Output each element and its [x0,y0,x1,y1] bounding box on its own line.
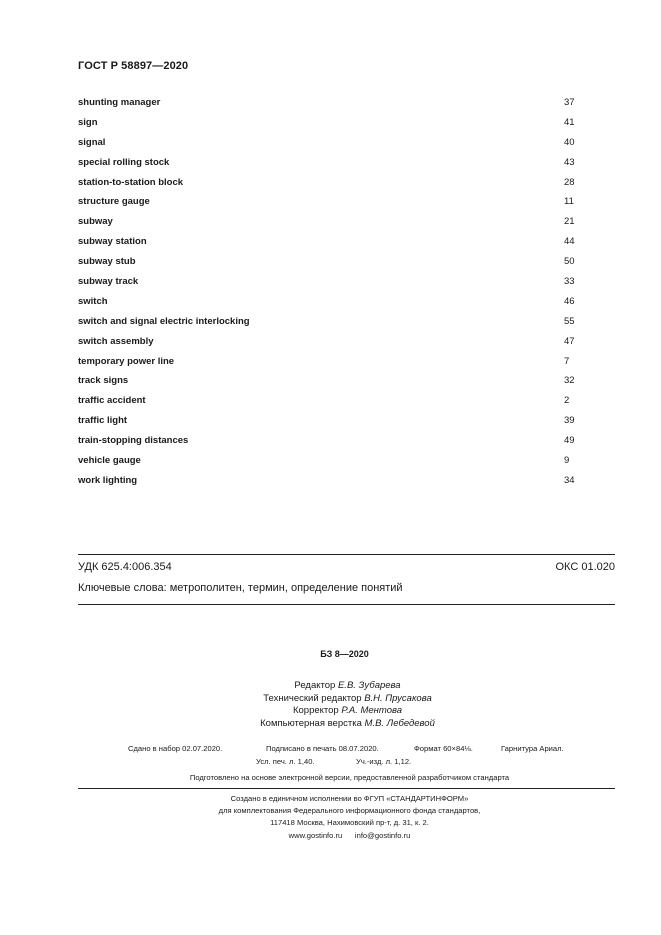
index-page-number: 46 [564,295,575,307]
edition-number: БЗ 8—2020 [320,649,369,659]
index-row [78,177,578,197]
divider-imprint [78,788,615,789]
index-term: switch and signal electric interlocking [78,315,250,327]
index-term: subway track [78,276,139,288]
term-index-list [78,97,578,495]
credit-name: Р.А. Ментова [341,705,403,717]
index-row [78,415,578,435]
index-term: shunting manager [78,97,161,108]
index-row [78,336,578,356]
index-page-number: 49 [564,435,575,447]
index-row [78,236,578,256]
credit-role: Корректор [292,705,342,717]
set-date: Сдано в набор 02.07.2020. [128,744,223,753]
index-term: switch [78,295,108,307]
credit-line [34,693,661,706]
index-page-number: 33 [564,276,575,288]
credit-role: Компьютерная верстка [260,717,365,729]
index-row [78,137,578,157]
index-row [78,395,578,415]
prepared-note: Подготовлено на основе электронной версии, предоставленной разработчиком стандарта [189,773,510,782]
index-term: subway [78,216,113,228]
credit-role: Технический редактор [263,692,365,704]
index-term: train-stopping distances [78,435,189,447]
index-page-number: 39 [564,415,575,427]
index-row [78,455,578,475]
index-page-number: 21 [564,216,575,228]
publisher-line: для комплектования Федерального информационного фонда стандартов, [218,806,481,816]
divider-bottom [78,604,615,605]
index-row [78,375,578,395]
index-row [78,475,578,495]
index-row [78,435,578,455]
index-term: subway stub [78,256,136,268]
publisher-contacts: www.gostinfo.ru info@gostinfo.ru [288,830,411,840]
keywords-line: Ключевые слова: метрополитен, термин, определение понятий [78,582,403,594]
index-row [78,117,578,137]
signed-date: Подписано в печать 08.07.2020. [266,744,379,753]
publisher-line: Создано в единичном исполнении во ФГУП «СТАНДАРТИНФОРМ» [230,794,469,803]
index-page-number: 32 [564,375,575,387]
credit-line [34,705,661,718]
index-term: special rolling stock [78,156,170,168]
index-page-number: 47 [564,335,575,347]
index-page-number: 9 [564,455,570,467]
index-row [78,157,578,177]
index-term: signal [78,136,106,148]
typeface: Гарнитура Ариал. [501,744,564,753]
imprint-line [128,744,564,753]
index-term: switch assembly [78,335,154,347]
index-term: track signs [78,375,129,387]
index-term: vehicle gauge [78,455,141,467]
print-sheets: Усл. печ. л. 1,40. [256,757,315,766]
index-term: work lighting [78,474,138,486]
index-row [78,276,578,296]
index-page-number: 41 [564,116,575,128]
index-term: temporary power line [78,355,175,367]
oks-code: ОКС 01.020 [555,561,615,573]
index-page-number: 34 [564,474,575,486]
index-term: structure gauge [78,196,150,208]
credit-name: М.В. Лебедевой [364,717,435,729]
index-page-number: 7 [564,355,570,367]
imprint-line [256,757,411,766]
divider-top [78,554,615,555]
index-row [78,316,578,336]
publisher-line: 117418 Москва, Нахимовский пр-т, д. 31, к. 2. [270,818,429,828]
publishing-sheets: Уч.-изд. л. 1,12. [356,757,412,766]
index-page-number: 28 [564,176,575,188]
credit-line [34,680,661,693]
index-term: station-to-station block [78,176,184,188]
index-row [78,256,578,276]
index-page-number: 11 [564,196,574,208]
document-header-title: ГОСТ Р 58897—2020 [78,60,189,72]
credit-role: Редактор [294,680,338,691]
index-term: subway station [78,236,147,248]
index-term: sign [78,116,98,128]
index-page-number: 44 [564,236,575,248]
credit-name: В.Н. Прусакова [364,692,432,704]
index-row [78,216,578,236]
index-page-number: 55 [564,315,575,327]
index-term: traffic light [78,415,128,427]
index-row [78,196,578,216]
credits-block [0,680,661,730]
index-row [78,296,578,316]
index-page-number: 40 [564,136,575,148]
print-format: Формат 60×84⅛. [414,744,473,753]
index-page-number: 50 [564,256,575,268]
index-term: traffic accident [78,395,146,407]
udk-code: УДК 625.4:006.354 [78,561,172,573]
index-page-number: 43 [564,156,575,168]
credit-name: Е.В. Зубарева [337,680,401,691]
credit-line [34,718,661,731]
index-row [78,356,578,376]
index-page-number: 37 [564,97,575,108]
index-page-number: 2 [564,395,570,407]
publisher-block [0,793,661,842]
index-row [78,97,578,117]
